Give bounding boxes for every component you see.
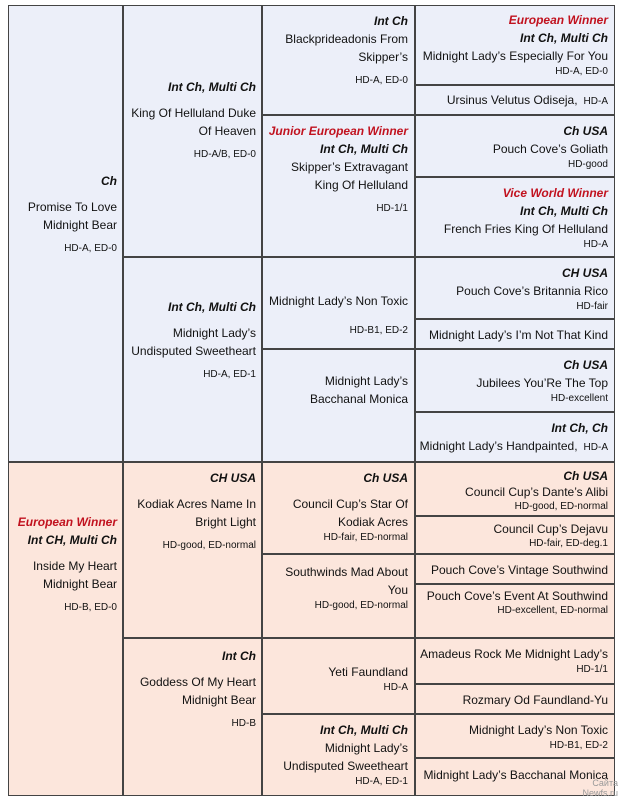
dog-name: Southwinds Mad About You bbox=[285, 565, 408, 597]
dog-name: Jubilees You’Re The Top bbox=[476, 376, 608, 390]
dog-name: Midnight Lady’s Non Toxic bbox=[269, 294, 408, 308]
watermark bbox=[582, 778, 618, 798]
sire-dam bbox=[123, 257, 262, 462]
dog-name: Pouch Cove’s Goliath bbox=[492, 142, 608, 156]
title: Ch USA bbox=[563, 358, 608, 372]
sire-dam-sire bbox=[262, 257, 415, 349]
pedigree-sire bbox=[8, 5, 123, 462]
health-scores: HD-A bbox=[583, 442, 608, 453]
gen4-15 bbox=[415, 714, 615, 758]
dog-name: Goddess Of My Heart Midnight Bear bbox=[139, 675, 256, 707]
title-award: European Winner bbox=[17, 515, 117, 529]
health-scores: HD-A bbox=[383, 682, 408, 693]
health-scores: HD-good, ED-normal bbox=[314, 600, 408, 611]
title-award: European Winner bbox=[508, 13, 608, 27]
gen4-12 bbox=[415, 584, 615, 638]
title-award: Vice World Winner bbox=[502, 186, 608, 200]
pedigree-dam bbox=[8, 462, 123, 796]
dog-name: Pouch Cove’s Britannia Rico bbox=[456, 284, 608, 298]
dog-name: King Of Helluland Duke Of Heaven bbox=[131, 106, 256, 138]
dam-dam-dam bbox=[262, 714, 415, 796]
dog-name: Rozmary Od Faundland-Yu bbox=[462, 693, 608, 707]
sire-sire-sire bbox=[262, 5, 415, 115]
dog-name: Midnight Lady’s Non Toxic bbox=[469, 723, 608, 737]
title: Int Ch bbox=[374, 14, 408, 28]
sire-dam-dam bbox=[262, 349, 415, 462]
dog-name: Midnight Lady’s I’m Not That Kind bbox=[429, 328, 608, 342]
gen4-5 bbox=[415, 257, 615, 319]
health-scores: HD-A bbox=[583, 239, 608, 250]
title: Int Ch, Multi Ch bbox=[520, 204, 608, 218]
health-scores: HD-A, ED-0 bbox=[64, 243, 117, 254]
health-scores: HD-fair, ED-deg.1 bbox=[529, 538, 608, 549]
dog-name: Promise To Love Midnight Bear bbox=[27, 200, 117, 232]
gen4-10 bbox=[415, 516, 615, 554]
title: Ch USA bbox=[563, 469, 608, 483]
title: Ch USA bbox=[563, 124, 608, 138]
health-scores: HD-good, ED-normal bbox=[514, 501, 608, 512]
dog-name: Ursinus Velutus Odiseja, bbox=[446, 93, 578, 107]
health-scores: HD-B, ED-0 bbox=[64, 602, 117, 613]
dog-name: Kodiak Acres Name In Bright Light bbox=[137, 497, 256, 529]
dog-name: Midnight Lady’s Especially For You bbox=[422, 49, 608, 63]
gen4-7 bbox=[415, 349, 615, 412]
health-scores: HD-A, ED-0 bbox=[555, 66, 608, 77]
watermark-line: Newfs.ru bbox=[582, 788, 618, 798]
health-scores: HD-A, ED-1 bbox=[203, 369, 256, 380]
title: Ch USA bbox=[363, 471, 408, 485]
health-scores: HD-good bbox=[567, 159, 608, 170]
health-scores: HD-B1, ED-2 bbox=[349, 325, 408, 336]
dog-name: French Fries King Of Helluland bbox=[443, 222, 608, 236]
health-scores: HD-1/1 bbox=[376, 203, 408, 214]
name-row bbox=[416, 437, 608, 457]
sire-sire bbox=[123, 5, 262, 257]
gen4-14 bbox=[415, 684, 615, 714]
dog-name: Inside My Heart Midnight Bear bbox=[32, 559, 117, 591]
gen4-3 bbox=[415, 115, 615, 177]
dog-name: Council Cup’s Dante’s Alibi bbox=[465, 485, 608, 499]
health-scores: HD-B bbox=[231, 718, 256, 729]
dam-dam-sire bbox=[262, 638, 415, 714]
dog-name: Midnight Lady’s Bacchanal Monica bbox=[309, 374, 408, 406]
watermark-line: Сайта bbox=[592, 778, 618, 788]
dog-name: Midnight Lady’s Undisputed Sweetheart bbox=[131, 326, 256, 358]
title: Int CH, Multi Ch bbox=[27, 533, 117, 547]
dam-sire bbox=[123, 462, 262, 638]
dog-name: Council Cup’s Star Of Kodiak Acres bbox=[292, 497, 408, 529]
gen4-4 bbox=[415, 177, 615, 257]
title: Int Ch, Multi Ch bbox=[320, 723, 408, 737]
gen4-1 bbox=[415, 5, 615, 85]
gen4-11 bbox=[415, 554, 615, 584]
health-scores: HD-good, ED-normal bbox=[162, 540, 256, 551]
title: CH USA bbox=[561, 266, 608, 280]
health-scores: HD-1/1 bbox=[576, 664, 608, 675]
dog-name: Council Cup’s Dejavu bbox=[493, 522, 608, 536]
health-scores: HD-B1, ED-2 bbox=[549, 740, 608, 751]
dam-sire-sire bbox=[262, 462, 415, 554]
dog-name: Blackprideadonis From Skipper’s bbox=[285, 32, 408, 64]
gen4-2 bbox=[415, 85, 615, 115]
title-award: Junior European Winner bbox=[268, 124, 408, 138]
title: Int Ch, Ch bbox=[551, 421, 608, 435]
health-scores: HD-A, ED-1 bbox=[355, 776, 408, 787]
title: Int Ch, Multi Ch bbox=[320, 142, 408, 156]
dog-name: Midnight Lady’s Bacchanal Monica bbox=[423, 768, 608, 782]
title: Int Ch, Multi Ch bbox=[168, 80, 256, 94]
dog-name: Amadeus Rock Me Midnight Lady’s bbox=[420, 647, 608, 661]
title: Int Ch bbox=[222, 649, 256, 663]
dog-name: Midnight Lady’s Handpainted, bbox=[419, 439, 578, 453]
gen4-6 bbox=[415, 319, 615, 349]
dog-name: Midnight Lady’s Undisputed Sweetheart bbox=[283, 741, 408, 773]
health-scores: HD-fair, ED-normal bbox=[323, 532, 408, 543]
title: CH USA bbox=[209, 471, 256, 485]
name-row bbox=[422, 91, 608, 111]
gen4-8 bbox=[415, 412, 615, 462]
health-scores: HD-A/B, ED-0 bbox=[193, 149, 256, 160]
dam-dam bbox=[123, 638, 262, 796]
dog-name: Yeti Faundland bbox=[328, 665, 408, 679]
dog-name: Skipper’s Extravagant King Of Helluland bbox=[291, 160, 408, 192]
gen4-13 bbox=[415, 638, 615, 684]
dog-name: Pouch Cove’s Vintage Southwind bbox=[430, 563, 608, 577]
title: Int Ch, Multi Ch bbox=[520, 31, 608, 45]
dam-sire-dam bbox=[262, 554, 415, 638]
sire-sire-dam bbox=[262, 115, 415, 257]
health-scores: HD-A, ED-0 bbox=[355, 75, 408, 86]
dog-name: Pouch Cove’s Event At Southwind bbox=[426, 589, 608, 603]
health-scores: HD-fair bbox=[576, 301, 608, 312]
title: Ch bbox=[101, 174, 117, 188]
health-scores: HD-excellent bbox=[550, 393, 608, 404]
title: Int Ch, Multi Ch bbox=[168, 300, 256, 314]
health-scores: HD-A bbox=[583, 96, 608, 107]
gen4-9 bbox=[415, 462, 615, 516]
health-scores: HD-excellent, ED-normal bbox=[497, 605, 608, 616]
